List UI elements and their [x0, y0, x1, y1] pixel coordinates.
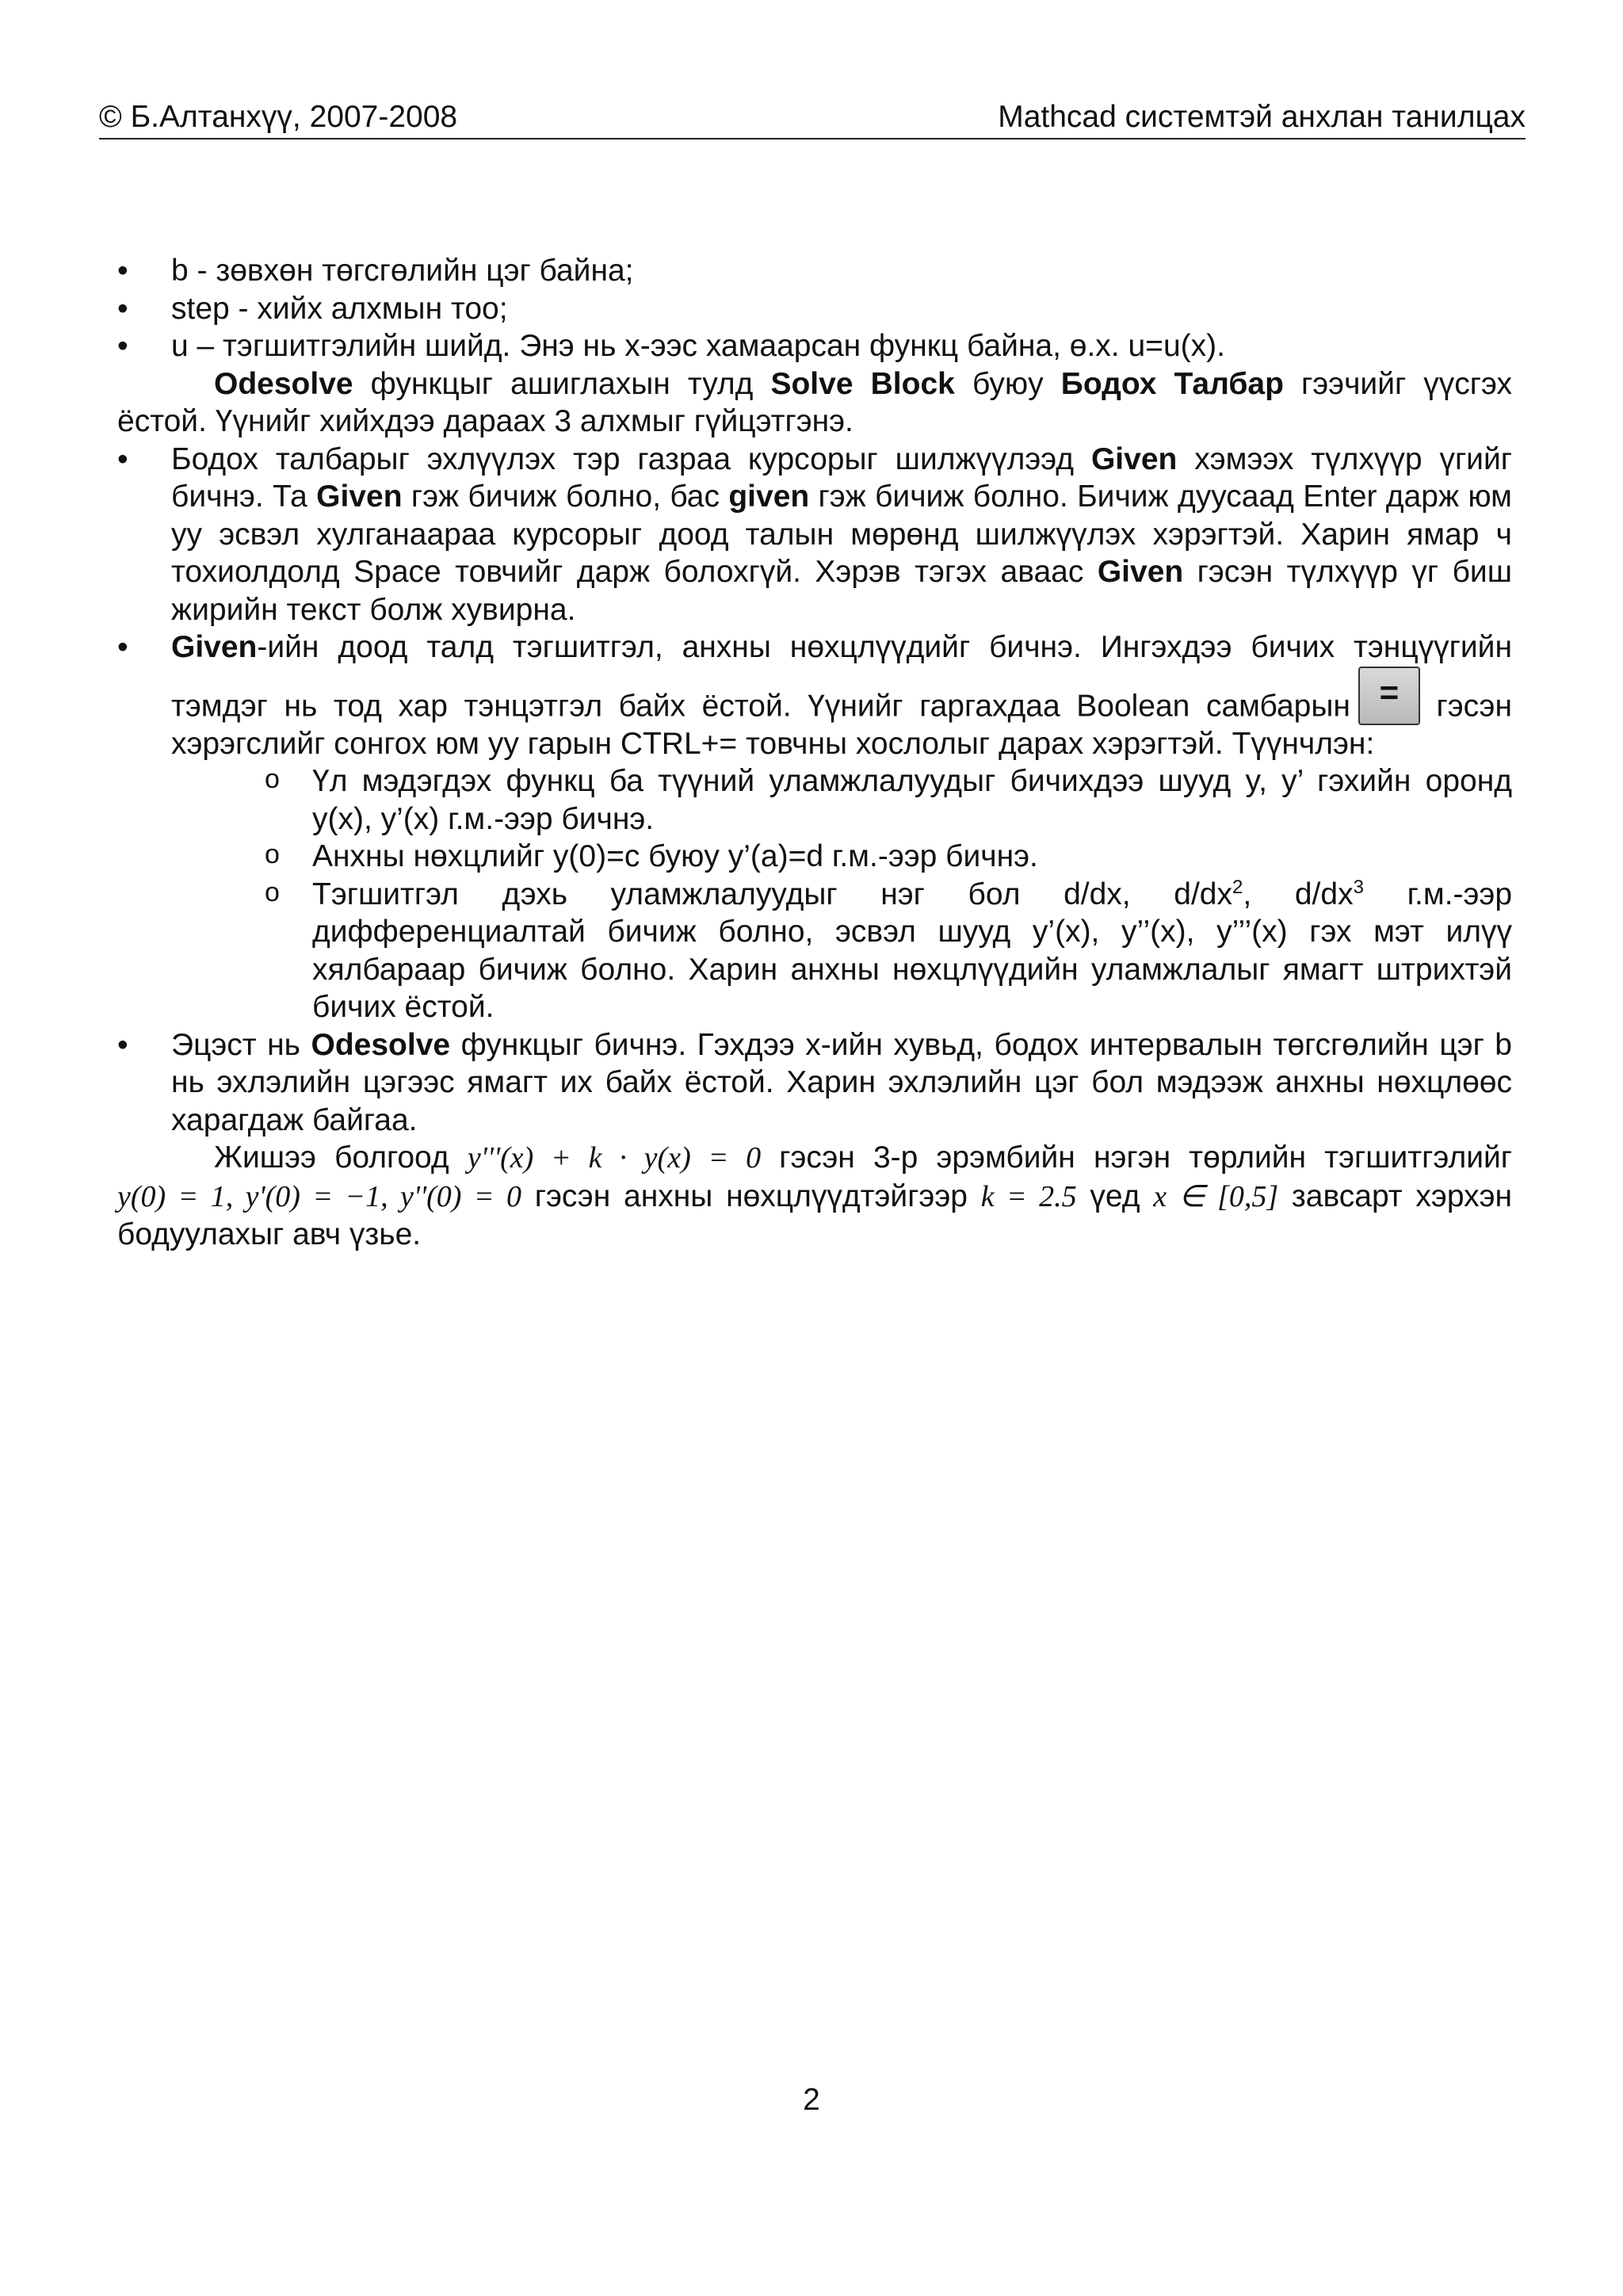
- step-text: гэж бичиж болно, бас: [402, 479, 729, 514]
- equation-k-value: k = 2.5: [980, 1179, 1077, 1213]
- step-text: гэсэн хэрэгслийг сонгох юм уу гарын CTRL+= товчны хослолыг дарах хэрэгтэй. Түүнчлэн:: [171, 689, 1512, 761]
- keyword-given: Given: [316, 479, 403, 514]
- example-paragraph: [117, 1139, 1512, 1254]
- keyword-odesolve: Odesolve: [311, 1027, 451, 1062]
- step-text: гэсэн түлхүүр үг биш жирийн текст болж хувирна.: [171, 555, 1512, 627]
- boolean-equal-button-icon: =: [1358, 667, 1420, 725]
- equation-initial-conditions: y(0) = 1, y'(0) = −1, y''(0) = 0: [117, 1179, 521, 1213]
- step-1-item: [117, 441, 1512, 629]
- sub-text: , d/dx: [1243, 877, 1354, 911]
- example-text: Жишээ болгоод: [214, 1140, 468, 1175]
- step-text: -ийн доод талд тэгшитгэл, анхны нөхцлүүдийг бичнэ. Ингэхдээ бичих тэнцүүгийн тэмдэг нь тод хар тэнцэтгэл байх ёстой. Үүнийг гаргахдаа Boolean самбарын: [171, 630, 1512, 723]
- header-title: Mathcad системтэй анхлан танилцах: [998, 100, 1526, 134]
- page-body: [117, 252, 1512, 1254]
- intro-paragraph: [117, 365, 1512, 441]
- example-text: гэсэн анхны нөхцлүүдтэйгээр: [521, 1179, 981, 1213]
- list-item-b: • b - зөвхөн төгсгөлийн цэг байна;: [117, 252, 1512, 290]
- example-text: гэсэн 3-р эрэмбийн нэгэн төрлийн тэгшитгэлийг: [761, 1140, 1512, 1175]
- keyword-given-lower: given: [728, 479, 810, 514]
- page-header: [99, 94, 1526, 139]
- sub-text: г.м.-ээр дифференциалтай бичиж болно, эсвэл шууд y’(x), y’’(x), y’’’(x) гэх мэт илүү хялбараар бичиж болно. Харин анхны нөхцлүүдийн уламжлалыг ямагт штрихтэй бичих ёстой.: [312, 877, 1513, 1024]
- keyword-solve-block: Solve Block: [770, 366, 955, 401]
- page-number: 2: [803, 2083, 820, 2117]
- example-text: завсарт хэрхэн бодуулахыг авч үзье.: [117, 1179, 1513, 1251]
- step-text: Бодох талбарыг эхлүүлэх тэр газраа курсорыг шилжүүлээд: [171, 441, 1091, 476]
- step-3-item: [117, 1026, 1512, 1140]
- list-item-u: • u – тэгшитгэлийн шийд. Энэ нь x-ээс хамаарсан функц байна, ө.х. u=u(x).: [117, 327, 1512, 365]
- keyword-bodoh-talbar: Бодох Талбар: [1060, 366, 1284, 401]
- equation-ode: y'''(x) + k · y(x) = 0: [467, 1141, 762, 1175]
- keyword-given: Given: [171, 630, 258, 664]
- list-item-step: • step - хийх алхмын тоо;: [117, 290, 1512, 328]
- keyword-given: Given: [1097, 555, 1184, 589]
- header-copyright: © Б.Алтанхүү, 2007-2008: [99, 100, 458, 134]
- example-text: үед: [1076, 1179, 1154, 1213]
- keyword-odesolve: Odesolve: [214, 366, 353, 401]
- exponent: 3: [1353, 876, 1364, 898]
- sub-item-2: o Анхны нөхцлийг y(0)=c буюу y’(a)=d г.м.-ээр бичнэ.: [117, 838, 1512, 876]
- sub-item-1: o Үл мэдэгдэх функц ба түүний уламжлалуудыг бичихдээ шууд y, y’ гэхийн оронд y(x), y’(x) г.м.-ээр бичнэ.: [117, 762, 1512, 838]
- keyword-given: Given: [1090, 441, 1178, 476]
- intro-text: функцыг ашиглахын тулд: [353, 366, 771, 401]
- step-text: хэмээх түлхүүр үгийг бичнэ. Та: [171, 441, 1512, 514]
- intro-text: гээчийг үүсгэх ёстой. Үүнийг хийхдээ дараах 3 алхмыг гүйцэтгэнэ.: [117, 366, 1512, 438]
- intro-text: буюу: [954, 366, 1061, 401]
- exponent: 2: [1232, 876, 1243, 898]
- sub-item-3: [117, 876, 1512, 1026]
- equation-interval: x ∈ [0,5]: [1153, 1179, 1279, 1213]
- sub-text: Тэгшитгэл дэхь уламжлалуудыг нэг бол d/dx, d/dx: [312, 877, 1233, 911]
- step-text: функцыг бичнэ. Гэхдээ x-ийн хувьд, бодох интервалын төгсгөлийн цэг b нь эхлэлийн цэгээс ямагт их байх ёстой. Харин эхлэлийн цэг бол мэдээж анхны нөхцлөөс харагдаж байгаа.: [171, 1027, 1512, 1137]
- step-2-item: [117, 628, 1512, 762]
- step-text: гэж бичиж болно. Бичиж дуусаад Enter дарж юм уу эсвэл хулганаараа курсорыг доод талын мөрөнд шилжүүлэх хэрэгтэй. Харин ямар ч тохиолдолд Space товчийг дарж болохгүй. Хэрэв тэгэх аваас: [171, 479, 1512, 589]
- step-text: Эцэст нь: [171, 1027, 311, 1062]
